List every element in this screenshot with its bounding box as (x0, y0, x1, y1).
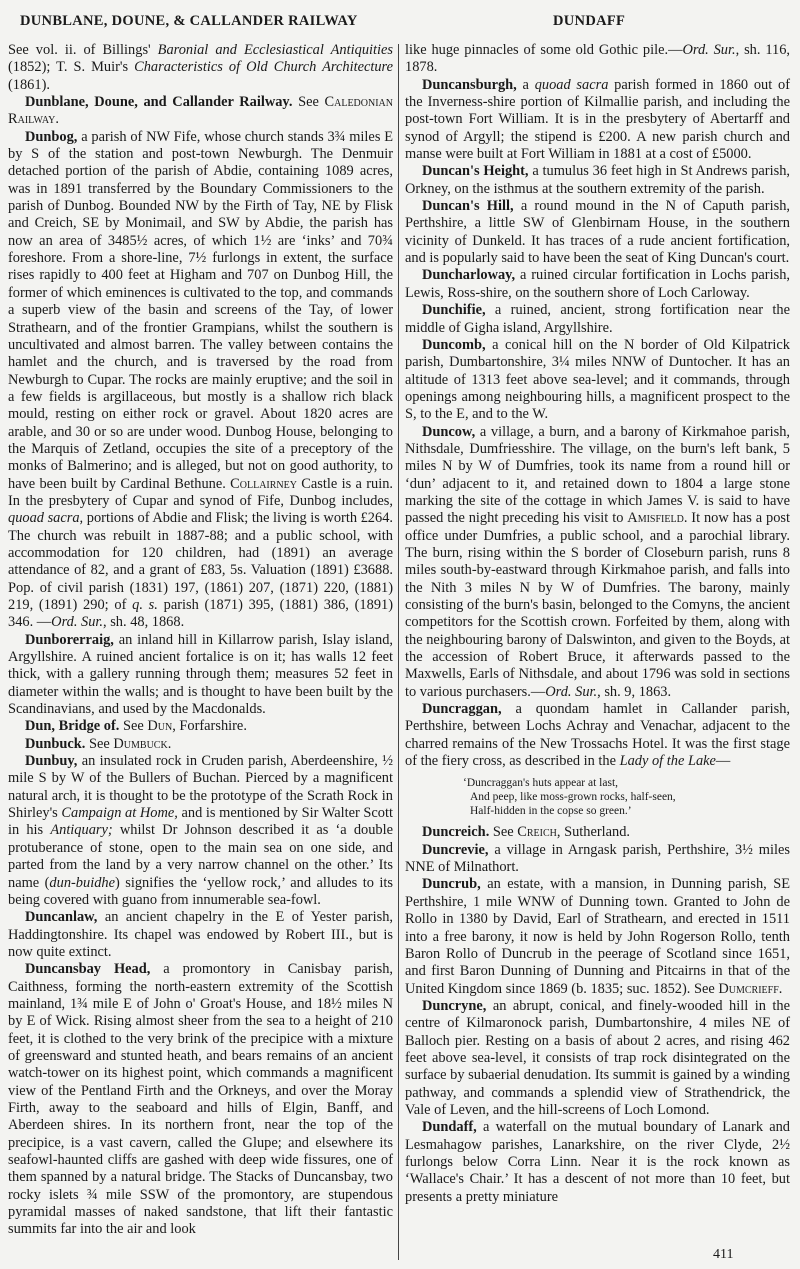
continued-text (405, 42, 790, 77)
entry-text: a quondam hamlet in Callander parish, Perthshire, between Lochs Achray and Venachar, adjacent to the charred remains of the New Trossachs Hotel. It was the first stage of the fiery cross, as described in the (405, 701, 790, 770)
page-number: 411 (713, 1247, 734, 1262)
entry-text: a (516, 76, 535, 93)
entry-text: See vol. ii. of Billings' (8, 42, 158, 58)
entry-headword: Dunbog, (25, 128, 78, 145)
entry-text: , Forfarshire. (172, 718, 247, 735)
entry-headword: Dundaff, (422, 1119, 477, 1136)
gazetteer-entry (8, 94, 393, 129)
italic-text: Ord. Sur. (682, 42, 736, 58)
entry-text: (1852); T. S. Muir's (8, 59, 135, 76)
entry-text: a parish of NW Fife, whose church stands 3¾ miles E by S of the station and post-town Newburgh. The Denmuir detached portion of the parish of Abdie, containing 1089 acres, was in 1891 transferred by the Boundary Commissioners to the parish of Dunbog. Bounded NW by the Firth of Tay, NE by Flisk and Creich, SE by Monimail, and SW by Abdie, the parish has now an area of 3485½ acres, of which 1½ are ‘inks’ and 70¾ foreshore. From a shore-line, 7½ furlongs in extent, the surface rises rapidly to 400 feet at Higham and 707 on Dunbog Hill, the former of which eminences is cultivated to the top, and commands a superb view of the basin and screens of the Tay, of lower Strathearn, and of the frontier Grampians, whilst the southern is uncultivated and almost barren. The valley between contains the hamlet and the church, and is traversed by the road from Newburgh to Cupar. The rocks are mainly eruptive; and the soil in a few fields is argillaceous, but mostly is a shallow rich black mould, resting on either rock or gravel. About 1820 acres are arable, and 30 or so are under wood. Dunbog House, belonging to the Marquis of Zetland, occupies the site of a preceptory of the monks of Balmerino; and is alleged, but not on good authority, to have been built by Cardinal Bethune. (8, 128, 393, 492)
entry-text: an insulated rock in Cruden parish, Aberdeenshire, ½ mile S by W of the Bullers of Buchan. Pierced by a magnificent natural arch, it is thought to be the prototype of the Scrath Rock in Shirley's (8, 753, 393, 822)
gazetteer-entry (405, 302, 790, 337)
entry-text: an abrupt, conical, and finely-wooded hill in the centre of Kilmaronock parish, Dumbartonshire, 4 miles NE of Balloch pier. Resting on a basis of about 2 acres, and rising 462 feet above sea-level, it consists of trap rock disintegrated on the surface by subaerial denudation. Its summit is gained by a winding pathway, and commands a splendid view of Strathendrick, the Vale of Leven, and the hill-screens of Loch Lomond. (405, 997, 790, 1118)
entry-text: Castle is a ruin. In the presbytery of Cupar and synod of Fife, Dunbog includes, (8, 475, 393, 509)
column-divider (398, 44, 399, 1260)
entry-text: . (55, 111, 59, 128)
entry-headword: Duncraggan, (422, 701, 502, 718)
entry-headword: Dunbuck. (25, 735, 86, 752)
entry-text: (1861). (8, 76, 50, 93)
entry-headword: Duncrevie, (422, 841, 489, 858)
verse-quotation (463, 776, 790, 818)
entry-headword: Duncansburgh, (422, 76, 517, 93)
entry-text: parish (1871) 395, (1881) 386, (1891) 346. — (8, 597, 394, 631)
entry-text: — (715, 753, 731, 770)
italic-text: Antiquary; (50, 822, 113, 839)
right-column (405, 42, 790, 1206)
italic-text: Campaign at Home, (61, 805, 178, 822)
entry-text: , sh. 48, 1868. (103, 614, 185, 631)
entry-headword: Duncrub, (422, 876, 481, 893)
entry-text: an ancient chapelry in the E of Yester parish, Haddingtonshire. Its chapel was endowed by Robert III., but is now quite extinct. (8, 909, 393, 960)
continued-text (8, 42, 393, 94)
gazetteer-entry (405, 198, 790, 267)
entry-text: . (778, 980, 783, 997)
cross-reference: Dun (147, 718, 173, 735)
entry-headword: Duncryne, (422, 997, 487, 1014)
cross-reference: Dumbuck (113, 735, 168, 752)
entry-text: . (167, 735, 172, 752)
entry-text: an estate, with a mansion, in Dunning parish, SE Perthshire, 1 mile WNW of Dunning town. Granted to John de Rollo in 1380 by David, Earl of Strathearn, and erected in 1511 into a free barony, it now is held by John Rogerson Rollo, tenth Baron Rollo of Duncrub in the peerage of Scotland since 1651, and first Baron Dunning of Dunning and Pitcairns in that of the United Kingdom since 1869 (b. 1835; suc. 1852). See (405, 876, 790, 997)
entry-text: See (489, 824, 518, 841)
entry-text: ) signifies the ‘yellow rock,’ and alludes to its being covered with guano from innumerable sea-fowl. (8, 874, 393, 908)
entry-text: a village in Arngask parish, Perthshire, 3½ miles NNE of Milnathort. (405, 841, 790, 876)
entry-headword: Duncomb, (422, 336, 486, 353)
italic-text: quoad sacra, (8, 510, 84, 527)
entry-text: parish formed in 1860 out of the Inverness-shire portion of Kilmallie parish, and including the post-town Fort William. It is in the presbytery of Abertarff and synod of Argyll; the stipend is £200. A new parish church and manse were built at Fort William in 1881 at a cost of £5000. (405, 76, 790, 163)
entry-text: portions of Abdie and Flisk; the living is worth £264. The church was rebuilt in 1887-88; and a public school, with accommodation for 120 children, had (1891) an average attendance of 82, and a grant of £83, 5s. Valuation (1891) £3688. Pop. of civil parish (1831) 197, (1861) 207, (1871) 220, (1881) 219, (1891) 290; of (8, 510, 393, 613)
italic-text: Lady of the Lake (619, 753, 716, 770)
entry-text: a ruined, ancient, strong fortification near the middle of Gigha island, Argyllshire. (405, 302, 790, 336)
entry-text: See (292, 94, 325, 111)
entry-text: a ruined circular fortification in Lochs parish, Lewis, Ross-shire, on the southern shore of Loch Carloway. (405, 267, 790, 301)
gazetteer-entry (8, 718, 393, 735)
entry-text: . It now has a post office under Dumfries, a public school, and a parochial library. The burn, rising within the S border of Closeburn parish, runs 8 miles south-by-eastward through Kirkmahoe parish, and falls into the Nith 3 miles N by W of Dumfries. The barony, mainly consisting of the burn's basin, belonged to the Comyns, the ancient competitors for the Scottish crown. Forfeited by them, along with the neighbouring barony of Dalswinton, and given to the Boyds, at the accession of Robert Bruce, it afterwards passed to the Maxwells, Earls of Nithsdale, and about 1796 was sold in sections to various purchasers.— (405, 510, 791, 700)
running-head-left: DUNBLANE, DOUNE, & CALLANDER RAILWAY (20, 13, 358, 29)
entry-text: and is mentioned by Sir Walter Scott in his (8, 805, 393, 839)
italic-text: Baronial and Ecclesiastical Antiquities (157, 42, 393, 58)
entry-text: See (119, 718, 148, 735)
gazetteer-entry (405, 998, 790, 1119)
entry-text: a waterfall on the mutual boundary of Lanark and Lesmahagow parishes, Lanarkshire, on the river Clyde, 2½ furlongs below Corra Linn. Near it is the rock known as ‘Wallace's Chair.’ It has a descent of not more than 10 feet, but presents a pretty miniature (405, 1119, 790, 1205)
italic-text: Ord. Sur. (545, 683, 598, 700)
gazetteer-entry (405, 876, 790, 997)
left-column (8, 42, 393, 1239)
entry-headword: Duncansbay Head, (25, 961, 151, 978)
gazetteer-entry (405, 842, 790, 877)
gazetteer-entry (405, 267, 790, 302)
entry-headword: Duncharloway, (422, 267, 516, 284)
gazetteer-entry (8, 736, 393, 753)
gazetteer-entry (8, 961, 393, 1239)
entry-text: , Sutherland. (556, 824, 631, 841)
entry-headword: Duncreich. (422, 824, 490, 841)
verse-line: Half-hidden in the copse so green.’ (470, 805, 632, 818)
entry-text: , sh. 116, 1878. (405, 42, 790, 76)
gazetteer-entry (405, 1119, 790, 1206)
entry-text: a tumulus 36 feet high in St Andrews parish, Orkney, on the isthmus at the southern extremity of the parish. (405, 163, 790, 197)
gazetteer-entry (8, 909, 393, 961)
running-head-right: DUNDAFF (553, 13, 626, 29)
entry-text: , sh. 9, 1863. (597, 683, 672, 700)
verse-line: ‘Duncraggan's huts appear at last, (463, 777, 619, 790)
entry-text: whilst Dr Johnson described it as ‘a double protuberance of stone, open to the main sea on one side, and parted from the land by a very narrow channel on the other.’ Its name ( (8, 822, 394, 891)
cross-reference: Amisfield (627, 510, 684, 527)
entry-headword: Duncow, (422, 423, 476, 440)
italic-text: quoad sacra (534, 76, 609, 93)
entry-headword: Dun, Bridge of. (25, 718, 120, 735)
entry-text: a round mound in the N of Caputh parish, Perthshire, a little SW of Glenbirnam House, in the southern vicinity of Dunkeld. It has traces of a rude ancient fortification, and is popularly said to have been the seat of King Duncan's court. (405, 198, 790, 267)
gazetteer-entry (8, 632, 393, 719)
entry-headword: Dunchifie, (422, 302, 486, 319)
italic-text: q. s. (132, 597, 158, 613)
cross-reference: Caledonian Railway (8, 94, 393, 128)
entry-text: a conical hill on the N border of Old Kilpatrick parish, Dumbartonshire, 3¼ miles NNW of Duntocher. It has an altitude of 1313 feet above sea-level; and it commands, through openings among neighbouring hills, a magnificent prospect to the S, to the E, and to the W. (405, 336, 790, 423)
gazetteer-entry (405, 701, 790, 770)
italic-text: dun-buidhe (49, 874, 115, 891)
cross-reference: Dumcrieff (718, 980, 779, 997)
italic-text: Characteristics of Old Church Architecture (134, 59, 393, 76)
cross-reference: Creich (517, 824, 557, 841)
entry-headword: Duncanlaw, (25, 909, 98, 926)
cross-reference: Collairney (230, 475, 297, 492)
verse-line: And peep, like moss-grown rocks, half-seen, (470, 791, 676, 804)
entry-headword: Duncan's Hill, (422, 198, 514, 215)
entry-text: a promontory in Canisbay parish, Caithness, forming the north-eastern extremity of the Scottish mainland, 1¾ mile E of John o' Groat's House, and 18½ miles N by E of Wick. Rising almost sheer from the sea to a height of 210 feet, it is clothed to the very brink of the precipice with a mixture of greensward and stunted heath, and bears remains of an ancient watch-tower on its highest point, which commands a magnificent view of the Pentland Firth and the Orkneys, and over the Moray Firth, away to the seaboard and hills of Elgin, Banff, and Aberdeen shires. In its northern front, near the top of the precipice, is a vast cavern, called the Glupe; and elsewhere its seafowl-haunted cliffs are gashed with deep wide fissures, one of them spanned by a natural bridge. The Stacks of Duncansbay, two rocky islets ¾ mile SSW of the promontory, are stupendous pyramidal masses of naked sandstone, that lift their fantastic summits far into the air and look (8, 961, 393, 1238)
gazetteer-entry (8, 753, 393, 909)
entry-headword: Duncan's Height, (422, 163, 529, 180)
gazetteer-entry (405, 163, 790, 198)
gazetteer-entry (405, 77, 790, 164)
entry-text: an inland hill in Killarrow parish, Islay island, Argyllshire. A ruined ancient fortalice is on it; has walls 12 feet thick, with a gallery running through them; measures 52 feet in diameter within the walls; and is thought to have been built by the Scandinavians, and used by the Macdonalds. (8, 631, 393, 718)
entry-headword: Dunbuy, (25, 753, 78, 770)
gazetteer-entry (405, 424, 790, 702)
gazetteer-entry (405, 824, 790, 841)
gazetteer-entry (8, 129, 393, 632)
entry-text: like huge pinnacles of some old Gothic pile.— (405, 42, 683, 58)
entry-text: See (85, 735, 114, 752)
gazetteer-entry (405, 337, 790, 424)
entry-text: a village, a burn, and a barony of Kirkmahoe parish, Nithsdale, Dumfriesshire. The village, on the burn's left bank, 5 miles N by W of Dumfries, took its name from a round hill or ‘dun’ adjacent to it, and retained down to 1804 a large stone marking the site of the cottage in which James V. is said to have passed the night preceding his visit to (405, 423, 790, 527)
entry-headword: Dunborerraig, (25, 631, 114, 648)
italic-text: Ord. Sur. (51, 614, 104, 631)
entry-headword: Dunblane, Doune, and Callander Railway. (25, 94, 293, 111)
